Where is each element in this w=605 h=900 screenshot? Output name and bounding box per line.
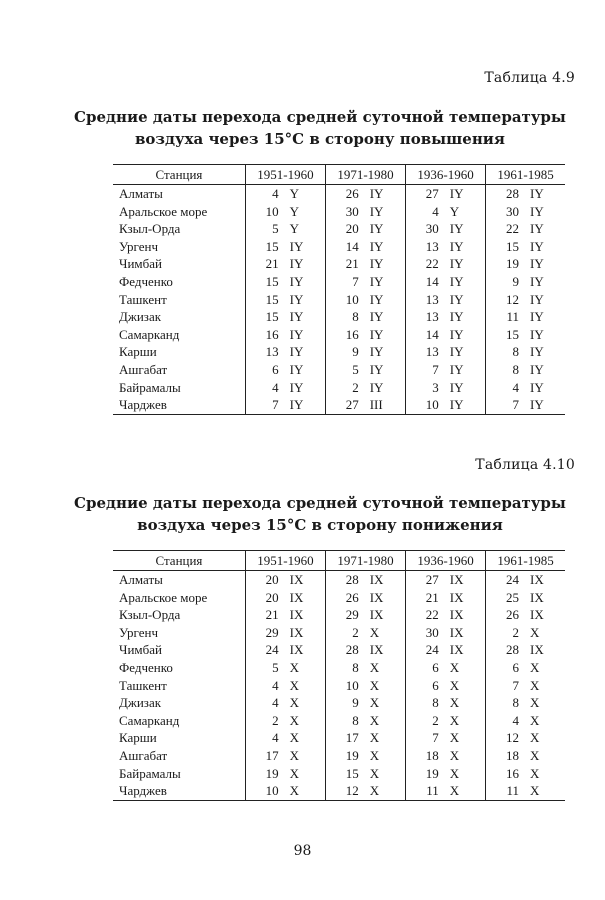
day-value: 10 — [245, 203, 283, 221]
day-value: 5 — [245, 659, 283, 677]
day-value: 13 — [406, 308, 444, 326]
month-value: IY — [449, 326, 464, 342]
day-value: 12 — [486, 291, 524, 309]
month-value: IY — [444, 396, 486, 414]
month-value: IY — [530, 379, 544, 395]
day-value: 13 — [245, 343, 283, 361]
day-value: 8 — [486, 694, 524, 712]
day-value: 7 — [486, 677, 524, 695]
day-value: 21 — [406, 589, 444, 607]
station-name: Ташкент — [119, 677, 167, 693]
month-value: X — [369, 659, 380, 675]
day-value: 30 — [406, 220, 444, 238]
day-value: 8 — [325, 712, 363, 730]
month-value: IY — [530, 186, 544, 201]
day-value: 10 — [406, 396, 444, 414]
month-value: X — [289, 712, 300, 728]
month-value: X — [530, 677, 540, 693]
month-value: X — [530, 730, 540, 746]
table-4-10-label: Таблица 4.10 — [475, 457, 575, 473]
day-value: 19 — [486, 255, 524, 273]
day-value: 8 — [486, 343, 524, 361]
month-value: IY — [369, 344, 384, 360]
day-value: 15 — [245, 273, 283, 291]
month-value: IY — [369, 186, 384, 201]
day-value: 21 — [325, 255, 363, 273]
day-value: 15 — [245, 308, 283, 326]
month-value: X — [364, 782, 406, 800]
day-value: 4 — [245, 379, 283, 397]
month-value: IX — [530, 572, 544, 587]
table-4-10-title-line2: воздуха через 15°С в сторону понижения — [137, 516, 503, 534]
day-value: 10 — [325, 291, 363, 309]
table-row — [113, 396, 565, 414]
day-value: 4 — [245, 677, 283, 695]
month-value: IY — [369, 256, 384, 272]
month-value: IX — [369, 607, 384, 623]
column-header-station: Станция — [113, 165, 245, 185]
month-value: IY — [369, 291, 384, 307]
month-value: IY — [524, 396, 565, 414]
day-value: 16 — [486, 765, 524, 783]
day-value: 12 — [486, 729, 524, 747]
day-value: 7 — [325, 273, 363, 291]
table-row — [113, 220, 565, 238]
table-row — [113, 589, 565, 607]
day-value: 8 — [406, 694, 444, 712]
month-value: X — [289, 677, 300, 693]
table-row — [113, 606, 565, 624]
table-row — [113, 185, 565, 203]
column-header-period: 1936-1960 — [406, 551, 486, 571]
day-value: 30 — [486, 203, 524, 221]
day-value: 10 — [245, 782, 283, 800]
month-value: IY — [369, 238, 384, 254]
day-value: 15 — [325, 765, 363, 783]
day-value: 28 — [325, 641, 363, 659]
day-value: 15 — [486, 326, 524, 344]
month-value: X — [449, 695, 460, 711]
month-value: IY — [449, 221, 464, 237]
table-4-9-label: Таблица 4.9 — [484, 70, 575, 86]
day-value: 22 — [486, 220, 524, 238]
table-row — [113, 326, 565, 344]
day-value: 21 — [245, 606, 283, 624]
table-row — [113, 291, 565, 309]
day-value: 5 — [245, 220, 283, 238]
month-value: X — [369, 747, 380, 763]
month-value: X — [444, 782, 486, 800]
station-name: Алматы — [119, 572, 163, 587]
day-value: 15 — [245, 291, 283, 309]
month-value: IY — [530, 221, 544, 237]
station-name: Карши — [119, 730, 157, 746]
day-value: 4 — [486, 712, 524, 730]
month-value: X — [530, 765, 540, 781]
month-value: IY — [530, 309, 544, 325]
day-value: 4 — [245, 729, 283, 747]
day-value: 13 — [406, 238, 444, 256]
column-header-period: 1961-1985 — [486, 165, 565, 185]
month-value: IY — [530, 238, 544, 254]
station-name: Самарканд — [119, 326, 180, 342]
table-row — [113, 677, 565, 695]
month-value: X — [530, 712, 540, 728]
station-name: Федченко — [119, 273, 173, 289]
month-value: IY — [530, 291, 544, 307]
day-value: 6 — [406, 677, 444, 695]
table-4-9-title — [60, 106, 580, 150]
month-value: X — [369, 677, 380, 693]
column-header-station: Станция — [113, 551, 245, 571]
page-number: 98 — [293, 843, 312, 859]
table-row — [113, 203, 565, 221]
table-row — [113, 624, 565, 642]
month-value: IY — [449, 273, 464, 289]
day-value: 20 — [325, 220, 363, 238]
day-value: 2 — [325, 624, 363, 642]
day-value: 4 — [245, 185, 283, 203]
day-value: 3 — [406, 379, 444, 397]
day-value: 28 — [325, 571, 363, 589]
day-value: 6 — [486, 659, 524, 677]
month-value: IY — [449, 238, 464, 254]
day-value: 27 — [406, 571, 444, 589]
day-value: 19 — [406, 765, 444, 783]
day-value: 17 — [245, 747, 283, 765]
month-value: III — [364, 396, 406, 414]
month-value: X — [530, 659, 540, 675]
month-value: IY — [449, 309, 464, 325]
day-value: 20 — [245, 589, 283, 607]
month-value: X — [524, 782, 565, 800]
day-value: 18 — [486, 747, 524, 765]
month-value: IY — [449, 291, 464, 307]
day-value: 26 — [325, 185, 363, 203]
table-4-9-title-line2: воздуха через 15°С в сторону повышения — [134, 130, 506, 148]
month-value: IY — [530, 326, 544, 342]
table-row — [113, 747, 565, 765]
month-value: IY — [530, 256, 544, 272]
month-value: IY — [289, 326, 304, 342]
day-value: 24 — [406, 641, 444, 659]
month-value: IX — [530, 589, 544, 605]
month-value: IY — [289, 361, 304, 377]
column-header-period: 1936-1960 — [406, 165, 486, 185]
month-value: Y — [289, 203, 300, 219]
day-value: 14 — [406, 326, 444, 344]
month-value: IY — [289, 344, 304, 360]
month-value: IY — [369, 309, 384, 325]
station-name: Ашгабат — [119, 361, 168, 377]
month-value: X — [369, 624, 380, 640]
month-value: X — [289, 695, 300, 711]
day-value: 4 — [406, 203, 444, 221]
station-name: Ургенч — [119, 624, 158, 640]
day-value: 15 — [245, 238, 283, 256]
table-row — [113, 659, 565, 677]
day-value: 8 — [325, 308, 363, 326]
column-header-period: 1951-1960 — [245, 165, 325, 185]
day-value: 6 — [245, 361, 283, 379]
station-name: Чимбай — [119, 256, 162, 272]
table-row — [113, 361, 565, 379]
table-4-9 — [113, 164, 565, 415]
day-value: 14 — [325, 238, 363, 256]
month-value: IY — [369, 379, 384, 395]
day-value: 24 — [486, 571, 524, 589]
month-value: IY — [369, 273, 384, 289]
day-value: 11 — [406, 782, 444, 800]
station-name: Аральское море — [119, 589, 208, 605]
station-name: Кзыл-Орда — [119, 221, 181, 237]
table-row — [113, 765, 565, 783]
month-value: IY — [449, 379, 464, 395]
day-value: 7 — [245, 396, 283, 414]
table-row — [113, 379, 565, 397]
month-value: IY — [530, 203, 544, 219]
month-value: Y — [449, 203, 460, 219]
day-value: 22 — [406, 255, 444, 273]
month-value: IY — [530, 361, 544, 377]
station-name: Джизак — [119, 309, 162, 325]
month-value: IX — [449, 642, 464, 658]
month-value: IX — [369, 642, 384, 658]
table-4-10-title-line1: Средние даты перехода средней суточной температуры — [74, 494, 566, 512]
day-value: 27 — [406, 185, 444, 203]
month-value: IY — [289, 256, 304, 272]
month-value: X — [289, 730, 300, 746]
day-value: 7 — [406, 729, 444, 747]
month-value: IX — [449, 589, 464, 605]
day-value: 26 — [486, 606, 524, 624]
table-row — [113, 255, 565, 273]
table-4-9-title-line1: Средние даты перехода средней суточной температуры — [74, 108, 566, 126]
day-value: 19 — [325, 747, 363, 765]
day-value: 18 — [406, 747, 444, 765]
station-name: Джизак — [119, 695, 162, 711]
day-value: 4 — [245, 694, 283, 712]
day-value: 11 — [486, 308, 524, 326]
day-value: 16 — [245, 326, 283, 344]
day-value: 30 — [325, 203, 363, 221]
month-value: IX — [289, 607, 304, 623]
station-name: Чарджев — [113, 782, 245, 800]
day-value: 2 — [486, 624, 524, 642]
month-value: X — [449, 677, 460, 693]
month-value: IY — [530, 344, 544, 360]
month-value: X — [369, 712, 380, 728]
day-value: 11 — [486, 782, 524, 800]
table-row — [113, 308, 565, 326]
day-value: 4 — [486, 379, 524, 397]
day-value: 29 — [245, 624, 283, 642]
day-value: 14 — [406, 273, 444, 291]
station-name: Ташкент — [119, 291, 167, 307]
month-value: IY — [449, 361, 464, 377]
month-value: X — [369, 730, 380, 746]
day-value: 19 — [245, 765, 283, 783]
month-value: X — [449, 712, 460, 728]
month-value: X — [369, 765, 380, 781]
month-value: IX — [449, 624, 464, 640]
table-row — [113, 782, 565, 800]
day-value: 28 — [486, 185, 524, 203]
day-value: 17 — [325, 729, 363, 747]
month-value: Y — [289, 186, 300, 201]
column-header-period: 1971-1980 — [325, 551, 405, 571]
station-name: Алматы — [119, 186, 163, 201]
day-value: 7 — [406, 361, 444, 379]
day-value: 20 — [245, 571, 283, 589]
month-value: IY — [284, 396, 326, 414]
month-value: Y — [289, 221, 300, 237]
month-value: IX — [449, 572, 464, 587]
day-value: 10 — [325, 677, 363, 695]
month-value: X — [530, 624, 540, 640]
month-value: IX — [530, 642, 544, 658]
table-4-10 — [113, 550, 565, 801]
month-value: IX — [289, 589, 304, 605]
day-value: 21 — [245, 255, 283, 273]
month-value: IY — [289, 273, 304, 289]
station-name: Ургенч — [119, 238, 158, 254]
month-value: IY — [289, 309, 304, 325]
day-value: 25 — [486, 589, 524, 607]
station-name: Федченко — [119, 659, 173, 675]
day-value: 24 — [245, 641, 283, 659]
day-value: 29 — [325, 606, 363, 624]
month-value: IX — [289, 624, 304, 640]
station-name: Чарджев — [113, 396, 245, 414]
month-value: X — [369, 695, 380, 711]
table-row — [113, 641, 565, 659]
day-value: 2 — [245, 712, 283, 730]
day-value: 9 — [325, 343, 363, 361]
day-value: 26 — [325, 589, 363, 607]
table-row — [113, 273, 565, 291]
day-value: 13 — [406, 291, 444, 309]
table-row — [113, 571, 565, 589]
month-value: X — [449, 747, 460, 763]
day-value: 13 — [406, 343, 444, 361]
table-row — [113, 712, 565, 730]
month-value: IY — [289, 238, 304, 254]
month-value: IY — [369, 221, 384, 237]
day-value: 2 — [406, 712, 444, 730]
day-value: 9 — [486, 273, 524, 291]
station-name: Байрамалы — [119, 379, 181, 395]
month-value: X — [289, 747, 300, 763]
month-value: IY — [449, 186, 464, 201]
station-name: Кзыл-Орда — [119, 607, 181, 623]
day-value: 5 — [325, 361, 363, 379]
day-value: 6 — [406, 659, 444, 677]
column-header-period: 1951-1960 — [245, 551, 325, 571]
month-value: IX — [530, 607, 544, 623]
table-header-row — [113, 551, 565, 571]
month-value: IY — [369, 326, 384, 342]
day-value: 28 — [486, 641, 524, 659]
table-row — [113, 694, 565, 712]
table-row — [113, 729, 565, 747]
month-value: X — [530, 747, 540, 763]
month-value: X — [449, 730, 460, 746]
day-value: 2 — [325, 379, 363, 397]
month-value: X — [289, 765, 300, 781]
month-value: IY — [289, 291, 304, 307]
table-4-10-title — [60, 492, 580, 536]
month-value: IY — [530, 273, 544, 289]
month-value: X — [289, 659, 300, 675]
month-value: IY — [369, 203, 384, 219]
month-value: IX — [369, 572, 384, 587]
day-value: 8 — [486, 361, 524, 379]
month-value: IY — [369, 361, 384, 377]
station-name: Ашгабат — [119, 747, 168, 763]
month-value: X — [449, 659, 460, 675]
month-value: IY — [449, 344, 464, 360]
day-value: 8 — [325, 659, 363, 677]
table-row — [113, 238, 565, 256]
month-value: X — [449, 765, 460, 781]
day-value: 22 — [406, 606, 444, 624]
station-name: Самарканд — [119, 712, 180, 728]
month-value: IX — [289, 642, 304, 658]
table-row — [113, 343, 565, 361]
table-header-row — [113, 165, 565, 185]
day-value: 12 — [325, 782, 363, 800]
day-value: 9 — [325, 694, 363, 712]
month-value: X — [284, 782, 326, 800]
station-name: Чимбай — [119, 642, 162, 658]
station-name: Карши — [119, 344, 157, 360]
month-value: IX — [369, 589, 384, 605]
month-value: IX — [449, 607, 464, 623]
day-value: 15 — [486, 238, 524, 256]
column-header-period: 1971-1980 — [325, 165, 405, 185]
column-header-period: 1961-1985 — [486, 551, 565, 571]
station-name: Аральское море — [119, 203, 208, 219]
day-value: 27 — [325, 396, 363, 414]
station-name: Байрамалы — [119, 765, 181, 781]
day-value: 7 — [486, 396, 524, 414]
month-value: X — [530, 695, 540, 711]
month-value: IX — [289, 572, 304, 587]
month-value: IY — [289, 379, 304, 395]
day-value: 16 — [325, 326, 363, 344]
month-value: IY — [449, 256, 464, 272]
day-value: 30 — [406, 624, 444, 642]
